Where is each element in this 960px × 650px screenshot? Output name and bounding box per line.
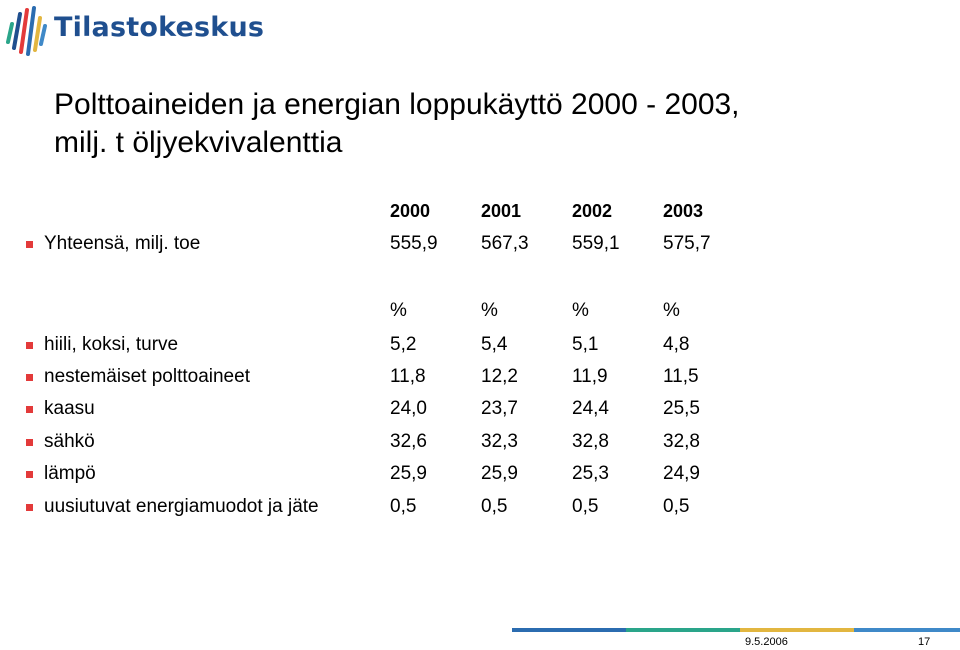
cell-value: 25,5 <box>663 398 700 419</box>
cell-value: 24,9 <box>663 463 700 484</box>
table-row <box>0 460 960 490</box>
cell-value: 567,3 <box>481 233 529 254</box>
cell-value: 11,9 <box>572 366 608 387</box>
unit-cell: % <box>663 300 680 321</box>
footer-date: 9.5.2006 <box>745 636 788 648</box>
footer-stripe <box>512 628 626 632</box>
title-line-1: Polttoaineiden ja energian loppukäyttö 2000 - 2003, <box>54 88 740 121</box>
cell-value: 559,1 <box>572 233 620 254</box>
cell-value: 0,5 <box>481 496 508 517</box>
cell-value: 25,9 <box>390 463 427 484</box>
unit-row <box>0 297 960 327</box>
row-label: Yhteensä, milj. toe <box>44 233 201 254</box>
cell-value: 5,4 <box>481 334 508 355</box>
footer-stripe <box>626 628 740 632</box>
cell-value: 4,8 <box>663 334 690 355</box>
footer-stripe <box>854 628 960 632</box>
footer-stripe <box>740 628 854 632</box>
table-row <box>0 363 960 393</box>
cell-value: 24,0 <box>390 398 427 419</box>
title-line-2: milj. t öljyekvivalenttia <box>54 126 343 159</box>
row-label: lämpö <box>44 463 96 484</box>
bullet-icon <box>26 406 33 413</box>
cell-value: 575,7 <box>663 233 711 254</box>
cell-value: 32,3 <box>481 431 518 452</box>
row-label: sähkö <box>44 431 95 452</box>
bullet-icon <box>26 439 33 446</box>
cell-value: 32,8 <box>572 431 609 452</box>
table-row <box>0 428 960 458</box>
row-label: hiili, koksi, turve <box>44 334 179 355</box>
table-row <box>0 395 960 425</box>
logo-mark-icon <box>2 2 50 60</box>
cell-value: 32,8 <box>663 431 700 452</box>
cell-value: 0,5 <box>663 496 690 517</box>
tilastokeskus-logo <box>2 2 265 60</box>
slide-title <box>54 86 894 162</box>
bullet-icon <box>26 471 33 478</box>
table-row <box>0 331 960 361</box>
total-row <box>0 230 960 260</box>
cell-value: 23,7 <box>481 398 518 419</box>
bullet-icon <box>26 342 33 349</box>
row-label: nestemäiset polttoaineet <box>44 366 250 387</box>
row-label: kaasu <box>44 398 95 419</box>
cell-value: 5,1 <box>572 334 599 355</box>
cell-value: 25,9 <box>481 463 518 484</box>
logo-text: Tilastokeskus <box>54 12 265 43</box>
cell-value: 0,5 <box>390 496 417 517</box>
cell-value: 5,2 <box>390 334 417 355</box>
cell-value: 0,5 <box>572 496 599 517</box>
table-row <box>0 493 960 523</box>
bullet-icon <box>26 504 33 511</box>
cell-value: 25,3 <box>572 463 609 484</box>
year-header-row <box>0 198 960 228</box>
bullet-icon <box>26 241 33 248</box>
cell-value: 555,9 <box>390 233 438 254</box>
year-header: 2001 <box>481 201 522 221</box>
cell-value: 12,2 <box>481 366 518 387</box>
page-number: 17 <box>918 636 931 648</box>
year-header: 2003 <box>663 201 704 221</box>
cell-value: 24,4 <box>572 398 609 419</box>
year-header: 2002 <box>572 201 613 221</box>
bullet-icon <box>26 374 33 381</box>
cell-value: 32,6 <box>390 431 427 452</box>
cell-value: 11,8 <box>390 366 426 387</box>
row-label: uusiutuvat energiamuodot ja jäte <box>44 496 319 517</box>
unit-cell: % <box>390 300 407 321</box>
unit-cell: % <box>481 300 498 321</box>
year-header: 2000 <box>390 201 431 221</box>
unit-cell: % <box>572 300 589 321</box>
cell-value: 11,5 <box>663 366 699 387</box>
